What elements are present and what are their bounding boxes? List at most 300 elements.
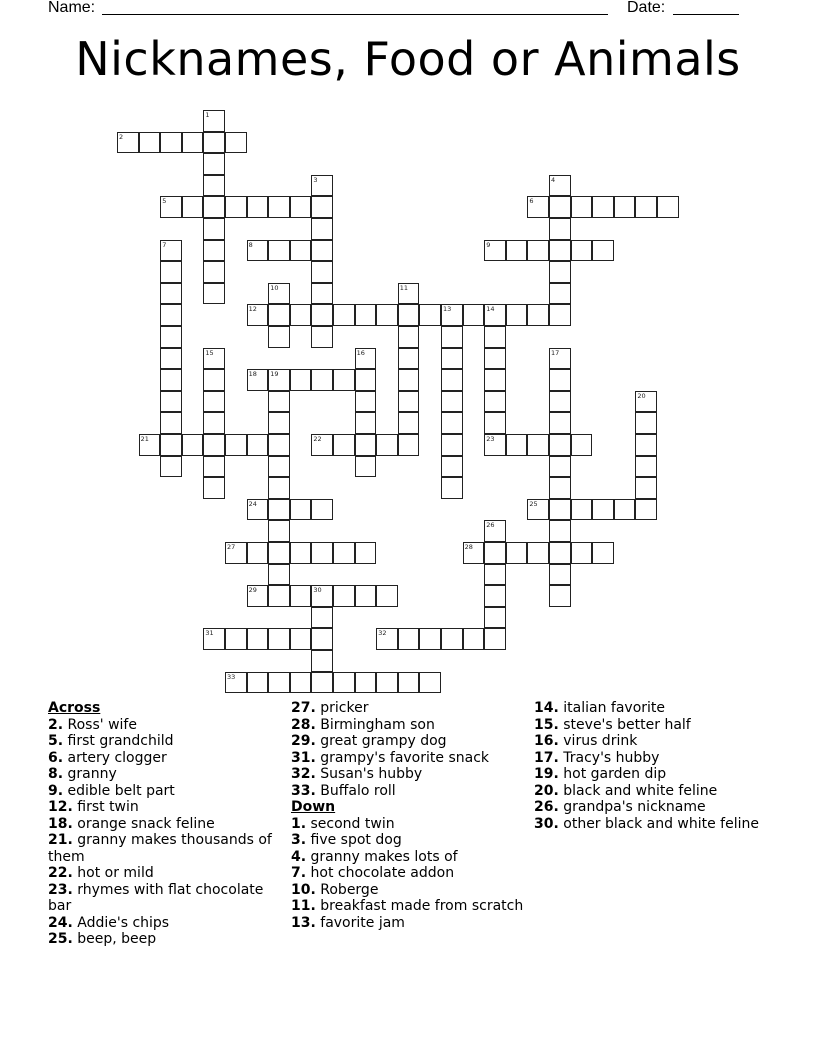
grid-cell[interactable] xyxy=(160,196,182,218)
grid-cell[interactable] xyxy=(225,542,247,564)
grid-cell[interactable] xyxy=(355,412,377,434)
clue-number: 12. xyxy=(48,799,73,815)
grid-cell[interactable] xyxy=(484,520,506,542)
clue-item xyxy=(48,799,283,816)
clue-text: hot chocolate addon xyxy=(306,865,455,881)
grid-cell[interactable] xyxy=(203,283,225,305)
grid-cell[interactable] xyxy=(527,196,549,218)
grid-cell[interactable] xyxy=(549,477,571,499)
grid-cell[interactable] xyxy=(160,283,182,305)
clue-item xyxy=(534,783,769,800)
grid-cell[interactable] xyxy=(333,585,355,607)
grid-cell[interactable] xyxy=(484,607,506,629)
grid-cell[interactable] xyxy=(182,132,204,154)
grid-cell[interactable] xyxy=(355,672,377,694)
grid-cell[interactable] xyxy=(160,132,182,154)
grid-cell[interactable] xyxy=(247,369,269,391)
grid-cell[interactable] xyxy=(290,240,312,262)
clue-text: granny xyxy=(63,766,117,782)
clue-number: 29. xyxy=(291,733,316,749)
clue-text: breakfast made from scratch xyxy=(315,898,524,914)
grid-cell[interactable] xyxy=(268,456,290,478)
grid-cell[interactable] xyxy=(290,542,312,564)
cell-number: 32 xyxy=(378,629,387,638)
grid-cell[interactable] xyxy=(506,240,528,262)
grid-cell[interactable] xyxy=(549,240,571,262)
grid-cell[interactable] xyxy=(160,240,182,262)
clue-item xyxy=(534,717,769,734)
clue-number: 19. xyxy=(534,766,559,782)
clue-text: beep, beep xyxy=(72,931,157,947)
cell-number: 15 xyxy=(205,348,214,357)
clue-number: 27. xyxy=(291,700,316,716)
clue-text: Roberge xyxy=(315,881,379,898)
grid-cell[interactable] xyxy=(247,672,269,694)
grid-cell[interactable] xyxy=(311,628,333,650)
grid-cell[interactable] xyxy=(355,304,377,326)
grid-cell[interactable] xyxy=(117,132,139,154)
grid-cell[interactable] xyxy=(463,542,485,564)
grid-cell[interactable] xyxy=(311,542,333,564)
grid-cell[interactable] xyxy=(571,240,593,262)
grid-cell[interactable] xyxy=(592,240,614,262)
grid-cell[interactable] xyxy=(203,132,225,154)
grid-cell[interactable] xyxy=(398,412,420,434)
grid-cell[interactable] xyxy=(635,456,657,478)
grid-cell[interactable] xyxy=(419,304,441,326)
cell-number: 2 xyxy=(119,132,124,141)
grid-cell[interactable] xyxy=(268,564,290,586)
grid-cell[interactable] xyxy=(225,628,247,650)
cell-number: 22 xyxy=(313,435,322,443)
grid-cell[interactable] xyxy=(203,348,225,370)
clue-text: hot or mild xyxy=(72,865,154,881)
grid-cell[interactable] xyxy=(247,304,269,326)
grid-cell[interactable] xyxy=(225,672,247,694)
cell-number: 7 xyxy=(162,240,167,249)
grid-cell[interactable] xyxy=(355,434,377,456)
clue-item xyxy=(291,915,526,932)
clue-number: 9. xyxy=(48,782,64,799)
grid-cell[interactable] xyxy=(441,628,463,650)
page-title: Nicknames, Food or Animals xyxy=(75,32,741,86)
cell-number: 18 xyxy=(248,370,257,379)
grid-cell[interactable] xyxy=(268,283,290,305)
clue-text: Buffalo roll xyxy=(315,782,396,799)
grid-cell[interactable] xyxy=(268,369,290,391)
grid-cell[interactable] xyxy=(484,628,506,650)
grid-cell[interactable] xyxy=(592,499,614,521)
grid-cell[interactable] xyxy=(549,412,571,434)
clue-text: Addie's chips xyxy=(72,914,170,931)
clue-number: 11. xyxy=(291,898,316,914)
grid-cell[interactable] xyxy=(225,132,247,154)
grid-cell[interactable] xyxy=(484,369,506,391)
grid-cell[interactable] xyxy=(506,542,528,564)
grid-cell[interactable] xyxy=(203,477,225,499)
cell-number: 29 xyxy=(248,586,257,595)
grid-cell[interactable] xyxy=(549,520,571,542)
grid-cell[interactable] xyxy=(247,628,269,650)
grid-cell[interactable] xyxy=(311,261,333,283)
grid-cell[interactable] xyxy=(527,499,549,521)
clue-text: grandpa's nickname xyxy=(558,799,706,815)
grid-cell[interactable] xyxy=(268,499,290,521)
grid-cell[interactable] xyxy=(441,456,463,478)
grid-cell[interactable] xyxy=(441,477,463,499)
grid-cell[interactable] xyxy=(139,434,161,456)
clue-number: 8. xyxy=(48,766,64,782)
grid-cell[interactable] xyxy=(333,369,355,391)
grid-cell[interactable] xyxy=(247,542,269,564)
grid-cell[interactable] xyxy=(333,434,355,456)
grid-cell[interactable] xyxy=(398,391,420,413)
grid-cell[interactable] xyxy=(311,175,333,197)
grid-cell[interactable] xyxy=(311,672,333,694)
grid-cell[interactable] xyxy=(311,218,333,240)
grid-cell[interactable] xyxy=(182,196,204,218)
grid-cell[interactable] xyxy=(549,585,571,607)
clue-number: 24. xyxy=(48,914,73,931)
clue-item xyxy=(48,733,283,750)
grid-cell[interactable] xyxy=(398,628,420,650)
grid-cell[interactable] xyxy=(203,628,225,650)
grid-cell[interactable] xyxy=(549,369,571,391)
clue-text: edible belt part xyxy=(63,782,175,799)
grid-cell[interactable] xyxy=(571,542,593,564)
grid-cell[interactable] xyxy=(311,326,333,348)
grid-cell[interactable] xyxy=(527,542,549,564)
grid-cell[interactable] xyxy=(203,110,225,132)
grid-cell[interactable] xyxy=(355,348,377,370)
grid-cell[interactable] xyxy=(355,585,377,607)
grid-cell[interactable] xyxy=(160,348,182,370)
clue-text: rhymes with flat chocolate bar xyxy=(48,881,264,914)
clue-item xyxy=(291,700,526,717)
grid-cell[interactable] xyxy=(549,542,571,564)
grid-cell[interactable] xyxy=(441,326,463,348)
grid-cell[interactable] xyxy=(549,434,571,456)
grid-cell[interactable] xyxy=(549,304,571,326)
grid-cell[interactable] xyxy=(398,369,420,391)
cell-number: 28 xyxy=(464,543,473,551)
grid-cell[interactable] xyxy=(290,628,312,650)
grid-cell[interactable] xyxy=(484,542,506,564)
grid-cell[interactable] xyxy=(635,196,657,218)
grid-cell[interactable] xyxy=(635,434,657,456)
grid-cell[interactable] xyxy=(247,499,269,521)
clue-number: 17. xyxy=(534,749,559,766)
clue-number: 16. xyxy=(534,733,559,749)
grid-cell[interactable] xyxy=(268,326,290,348)
grid-cell[interactable] xyxy=(506,304,528,326)
grid-cell[interactable] xyxy=(549,175,571,197)
grid-cell[interactable] xyxy=(290,304,312,326)
cell-number: 14 xyxy=(486,305,495,314)
grid-cell[interactable] xyxy=(549,348,571,370)
grid-cell[interactable] xyxy=(355,369,377,391)
grid-cell[interactable] xyxy=(268,520,290,542)
grid-cell[interactable] xyxy=(139,132,161,154)
grid-cell[interactable] xyxy=(311,283,333,305)
grid-cell[interactable] xyxy=(290,499,312,521)
grid-cell[interactable] xyxy=(311,499,333,521)
grid-cell[interactable] xyxy=(549,564,571,586)
grid-cell[interactable] xyxy=(182,434,204,456)
grid-cell[interactable] xyxy=(549,456,571,478)
grid-cell[interactable] xyxy=(311,196,333,218)
grid-cell[interactable] xyxy=(484,412,506,434)
grid-cell[interactable] xyxy=(592,542,614,564)
grid-cell[interactable] xyxy=(203,240,225,262)
grid-cell[interactable] xyxy=(247,196,269,218)
grid-cell[interactable] xyxy=(592,196,614,218)
grid-cell[interactable] xyxy=(441,348,463,370)
grid-cell[interactable] xyxy=(441,434,463,456)
grid-cell[interactable] xyxy=(268,434,290,456)
grid-cell[interactable] xyxy=(419,672,441,694)
grid-cell[interactable] xyxy=(463,304,485,326)
grid-cell[interactable] xyxy=(268,196,290,218)
clue-number: 15. xyxy=(534,716,559,733)
grid-cell[interactable] xyxy=(268,391,290,413)
grid-cell[interactable] xyxy=(268,585,290,607)
clue-item xyxy=(48,931,283,948)
grid-cell[interactable] xyxy=(398,672,420,694)
clue-item xyxy=(291,898,526,915)
grid-cell[interactable] xyxy=(398,283,420,305)
grid-cell[interactable] xyxy=(203,218,225,240)
clue-item xyxy=(291,832,526,849)
clue-number: 30. xyxy=(534,815,559,832)
clue-text: first twin xyxy=(72,799,139,815)
clue-item xyxy=(48,915,283,932)
grid-cell[interactable] xyxy=(311,607,333,629)
clue-number: 26. xyxy=(534,799,559,815)
clue-item xyxy=(291,865,526,882)
clue-text: five spot dog xyxy=(306,832,402,848)
grid-cell[interactable] xyxy=(203,412,225,434)
grid-cell[interactable] xyxy=(527,240,549,262)
clue-number: 28. xyxy=(291,716,316,733)
grid-cell[interactable] xyxy=(268,628,290,650)
clue-text: other black and white feline xyxy=(558,815,759,832)
cell-number: 1 xyxy=(205,111,210,119)
grid-cell[interactable] xyxy=(614,196,636,218)
clue-text: first grandchild xyxy=(63,733,174,749)
clue-number: 4. xyxy=(291,848,307,865)
cell-number: 24 xyxy=(248,499,257,508)
grid-cell[interactable] xyxy=(247,585,269,607)
clue-text: Susan's hubby xyxy=(315,766,423,782)
clue-text: italian favorite xyxy=(558,700,666,716)
clue-item xyxy=(48,816,283,833)
grid-cell[interactable] xyxy=(571,196,593,218)
grid-cell[interactable] xyxy=(571,434,593,456)
grid-cell[interactable] xyxy=(419,628,441,650)
grid-cell[interactable] xyxy=(549,261,571,283)
grid-cell[interactable] xyxy=(160,391,182,413)
grid-cell[interactable] xyxy=(635,412,657,434)
grid-cell[interactable] xyxy=(571,499,593,521)
grid-cell[interactable] xyxy=(311,650,333,672)
grid-cell[interactable] xyxy=(398,348,420,370)
grid-cell[interactable] xyxy=(398,304,420,326)
grid-cell[interactable] xyxy=(203,391,225,413)
grid-cell[interactable] xyxy=(506,434,528,456)
grid-cell[interactable] xyxy=(484,585,506,607)
grid-cell[interactable] xyxy=(225,434,247,456)
clue-text: granny makes lots of xyxy=(306,848,458,865)
grid-cell[interactable] xyxy=(657,196,679,218)
cell-number: 20 xyxy=(637,391,646,400)
clue-number: 25. xyxy=(48,931,73,947)
clues-column-1 xyxy=(48,700,283,948)
clue-text: great grampy dog xyxy=(315,733,447,749)
grid-cell[interactable] xyxy=(635,477,657,499)
grid-cell[interactable] xyxy=(376,434,398,456)
clue-item xyxy=(291,849,526,866)
grid-cell[interactable] xyxy=(203,175,225,197)
grid-cell[interactable] xyxy=(311,585,333,607)
grid-cell[interactable] xyxy=(549,218,571,240)
grid-cell[interactable] xyxy=(398,434,420,456)
clue-item xyxy=(534,750,769,767)
cell-number: 33 xyxy=(227,672,236,681)
grid-cell[interactable] xyxy=(203,153,225,175)
cell-number: 10 xyxy=(270,283,279,292)
grid-cell[interactable] xyxy=(203,369,225,391)
grid-cell[interactable] xyxy=(160,369,182,391)
clue-number: 32. xyxy=(291,766,316,782)
clues-column-2 xyxy=(291,700,526,931)
grid-cell[interactable] xyxy=(268,477,290,499)
grid-cell[interactable] xyxy=(268,672,290,694)
grid-cell[interactable] xyxy=(203,434,225,456)
grid-cell[interactable] xyxy=(290,585,312,607)
grid-cell[interactable] xyxy=(290,196,312,218)
clue-item xyxy=(291,750,526,767)
grid-cell[interactable] xyxy=(160,434,182,456)
grid-cell[interactable] xyxy=(290,672,312,694)
grid-cell[interactable] xyxy=(484,304,506,326)
grid-cell[interactable] xyxy=(376,304,398,326)
clue-number: 7. xyxy=(291,865,307,881)
clue-text: Birmingham son xyxy=(315,716,435,733)
grid-cell[interactable] xyxy=(635,391,657,413)
grid-cell[interactable] xyxy=(484,326,506,348)
grid-cell[interactable] xyxy=(333,304,355,326)
grid-cell[interactable] xyxy=(484,564,506,586)
clue-number: 23. xyxy=(48,881,73,898)
grid-cell[interactable] xyxy=(441,304,463,326)
grid-cell[interactable] xyxy=(290,369,312,391)
cell-number: 17 xyxy=(551,348,560,357)
clue-number: 2. xyxy=(48,716,64,733)
cell-number: 4 xyxy=(551,175,556,184)
grid-cell[interactable] xyxy=(614,499,636,521)
grid-cell[interactable] xyxy=(441,412,463,434)
grid-cell[interactable] xyxy=(635,499,657,521)
clue-item xyxy=(48,865,283,882)
grid-cell[interactable] xyxy=(484,348,506,370)
grid-cell[interactable] xyxy=(160,304,182,326)
cell-number: 25 xyxy=(529,499,538,508)
grid-cell[interactable] xyxy=(441,369,463,391)
grid-cell[interactable] xyxy=(355,456,377,478)
grid-cell[interactable] xyxy=(527,434,549,456)
cell-number: 3 xyxy=(313,175,318,184)
name-label: Name: xyxy=(48,0,96,16)
grid-cell[interactable] xyxy=(268,542,290,564)
grid-cell[interactable] xyxy=(160,456,182,478)
clue-number: 18. xyxy=(48,815,73,832)
clue-number: 33. xyxy=(291,782,316,799)
clue-item xyxy=(48,832,283,865)
grid-cell[interactable] xyxy=(268,412,290,434)
grid-cell[interactable] xyxy=(160,412,182,434)
cell-number: 6 xyxy=(529,197,534,206)
clue-item xyxy=(48,717,283,734)
grid-cell[interactable] xyxy=(484,434,506,456)
grid-cell[interactable] xyxy=(355,542,377,564)
grid-cell[interactable] xyxy=(376,672,398,694)
grid-cell[interactable] xyxy=(549,283,571,305)
grid-cell[interactable] xyxy=(160,326,182,348)
grid-cell[interactable] xyxy=(268,304,290,326)
grid-cell[interactable] xyxy=(311,304,333,326)
grid-cell[interactable] xyxy=(311,240,333,262)
grid-cell[interactable] xyxy=(463,628,485,650)
grid-cell[interactable] xyxy=(311,434,333,456)
cell-number: 8 xyxy=(248,240,253,249)
grid-cell[interactable] xyxy=(549,499,571,521)
cell-number: 5 xyxy=(162,197,167,206)
grid-cell[interactable] xyxy=(398,326,420,348)
grid-cell[interactable] xyxy=(527,304,549,326)
clue-item xyxy=(291,733,526,750)
grid-cell[interactable] xyxy=(441,391,463,413)
grid-cell[interactable] xyxy=(203,196,225,218)
grid-cell[interactable] xyxy=(203,261,225,283)
clue-text: artery clogger xyxy=(63,749,167,766)
grid-cell[interactable] xyxy=(376,628,398,650)
clue-item xyxy=(291,766,526,783)
cell-number: 9 xyxy=(486,240,491,249)
grid-cell[interactable] xyxy=(160,261,182,283)
grid-cell[interactable] xyxy=(355,391,377,413)
grid-cell[interactable] xyxy=(247,434,269,456)
grid-cell[interactable] xyxy=(333,672,355,694)
grid-cell[interactable] xyxy=(203,456,225,478)
grid-cell[interactable] xyxy=(268,240,290,262)
grid-cell[interactable] xyxy=(311,369,333,391)
cell-number: 21 xyxy=(140,435,149,443)
grid-cell[interactable] xyxy=(333,542,355,564)
clue-item xyxy=(291,816,526,833)
clue-number: 10. xyxy=(291,881,316,898)
grid-cell[interactable] xyxy=(247,240,269,262)
grid-cell[interactable] xyxy=(376,585,398,607)
down-heading: Down xyxy=(291,799,336,815)
grid-cell[interactable] xyxy=(225,196,247,218)
grid-cell[interactable] xyxy=(484,240,506,262)
cell-number: 12 xyxy=(248,305,257,314)
clue-text: second twin xyxy=(306,815,395,832)
grid-cell[interactable] xyxy=(549,391,571,413)
grid-cell[interactable] xyxy=(484,391,506,413)
grid-cell[interactable] xyxy=(549,196,571,218)
